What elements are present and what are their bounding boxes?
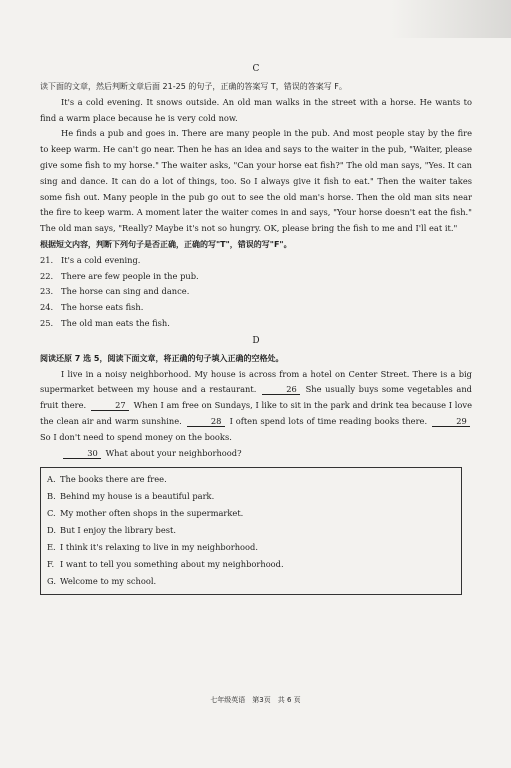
section-d-paragraph-2 bbox=[40, 446, 472, 462]
passage-text: When I am free on Sundays, I like to sit in the park and drink tea because I love the clean air and warm sunshine. bbox=[40, 400, 472, 426]
question-23 bbox=[40, 284, 472, 300]
option-label: A. bbox=[47, 474, 56, 485]
option-label: F. bbox=[47, 559, 55, 570]
option-text: But I enjoy the library best. bbox=[60, 525, 176, 536]
passage-text: I often spend lots of time reading books there. bbox=[229, 415, 428, 426]
question-21 bbox=[40, 253, 472, 269]
question-text: There are few people in the pub. bbox=[61, 270, 199, 281]
question-25 bbox=[40, 316, 472, 332]
option-d bbox=[47, 522, 455, 539]
section-c-judge-instruction: 根据短文内容，判断下列句子是否正确，正确的写"T"，错误的写"F"。 bbox=[40, 239, 292, 249]
option-label: E. bbox=[47, 542, 56, 553]
section-c-letter: C bbox=[252, 64, 260, 74]
section-c-instruction: 读下面的文章，然后判断文章后面 21-25 的句子，正确的答案写 T，错误的答案写 F。 bbox=[40, 82, 347, 91]
section-d-paragraph-1 bbox=[40, 367, 472, 446]
question-22 bbox=[40, 269, 472, 285]
option-label: G. bbox=[47, 576, 56, 587]
option-b bbox=[47, 488, 455, 505]
question-number: 24. bbox=[40, 302, 54, 313]
option-text: I want to tell you something about my neighborhood. bbox=[60, 559, 284, 570]
question-text: The horse eats fish. bbox=[61, 302, 144, 313]
passage-text: I live in a noisy neighborhood. My house is across from a hotel on Center Street. There is a big supermarket between my house and a restaurant. bbox=[40, 368, 472, 395]
page-content bbox=[40, 63, 472, 595]
section-c-paragraph-2: He finds a pub and goes in. There are many people in the pub. And most people stay by the fire to keep warm. He can't go near. Then he has an idea and says to the waiter in the pub, "Waiter, please give some fish to my horse." The waiter asks, "Can your horse eat fish?" The old man says, "Yes. It can sing and dance. It can do a lot of things, too. So I always give it fish to eat." Then the waiter takes some fish out. Many people in the pub go out to see the old man's horse. Then the old man sits near the fire to keep warm. A moment later the waiter comes in and says, "Your horse doesn't eat the fish." The old man says, "Really? Maybe it's not so hungry. OK, please bring the fish to me and I'll eat it." bbox=[40, 128, 472, 234]
blank-30: 30 bbox=[63, 448, 101, 459]
option-label: D. bbox=[47, 525, 56, 536]
section-d-letter: D bbox=[252, 335, 260, 346]
question-number: 23. bbox=[40, 286, 54, 297]
page-footer: 七年级英语 第3页 共 6 页 bbox=[210, 696, 301, 704]
question-24 bbox=[40, 300, 472, 316]
blank-27: 27 bbox=[91, 400, 129, 411]
section-d-instruction: 阅读还原 7 选 5，阅读下面文章，将正确的句子填入正确的空格处。 bbox=[40, 353, 284, 363]
section-c-paragraph-1: It's a cold evening. It snows outside. An old man walks in the street with a horse. He wants to find a warm place because he is very cold now. bbox=[40, 96, 472, 123]
blank-28: 28 bbox=[187, 416, 225, 427]
question-number: 25. bbox=[40, 317, 54, 328]
question-number: 22. bbox=[40, 270, 54, 281]
blank-26: 26 bbox=[262, 384, 300, 395]
option-g bbox=[47, 573, 455, 590]
option-c bbox=[47, 505, 455, 522]
blank-29: 29 bbox=[432, 416, 470, 427]
option-text: Welcome to my school. bbox=[60, 576, 157, 587]
question-text: It's a cold evening. bbox=[61, 254, 141, 265]
option-text: I think it's relaxing to live in my neighborhood. bbox=[60, 542, 258, 553]
question-text: The horse can sing and dance. bbox=[61, 286, 190, 297]
option-a bbox=[47, 471, 455, 488]
passage-text: She usually buys some vegetables and fruit there. bbox=[40, 384, 472, 411]
question-text: The old man eats the fish. bbox=[61, 317, 170, 328]
option-text: My mother often shops in the supermarket. bbox=[60, 508, 244, 519]
option-text: The books there are free. bbox=[60, 474, 167, 485]
option-text: Behind my house is a beautiful park. bbox=[60, 491, 215, 502]
scan-shadow bbox=[391, 0, 511, 38]
passage-text: What about your neighborhood? bbox=[105, 447, 242, 458]
question-number: 21. bbox=[40, 254, 54, 265]
option-label: C. bbox=[47, 508, 56, 519]
passage-text: So I don't need to spend money on the books. bbox=[40, 431, 232, 442]
option-e bbox=[47, 539, 455, 556]
option-f bbox=[47, 556, 455, 573]
option-label: B. bbox=[47, 491, 56, 502]
options-box bbox=[40, 467, 462, 595]
